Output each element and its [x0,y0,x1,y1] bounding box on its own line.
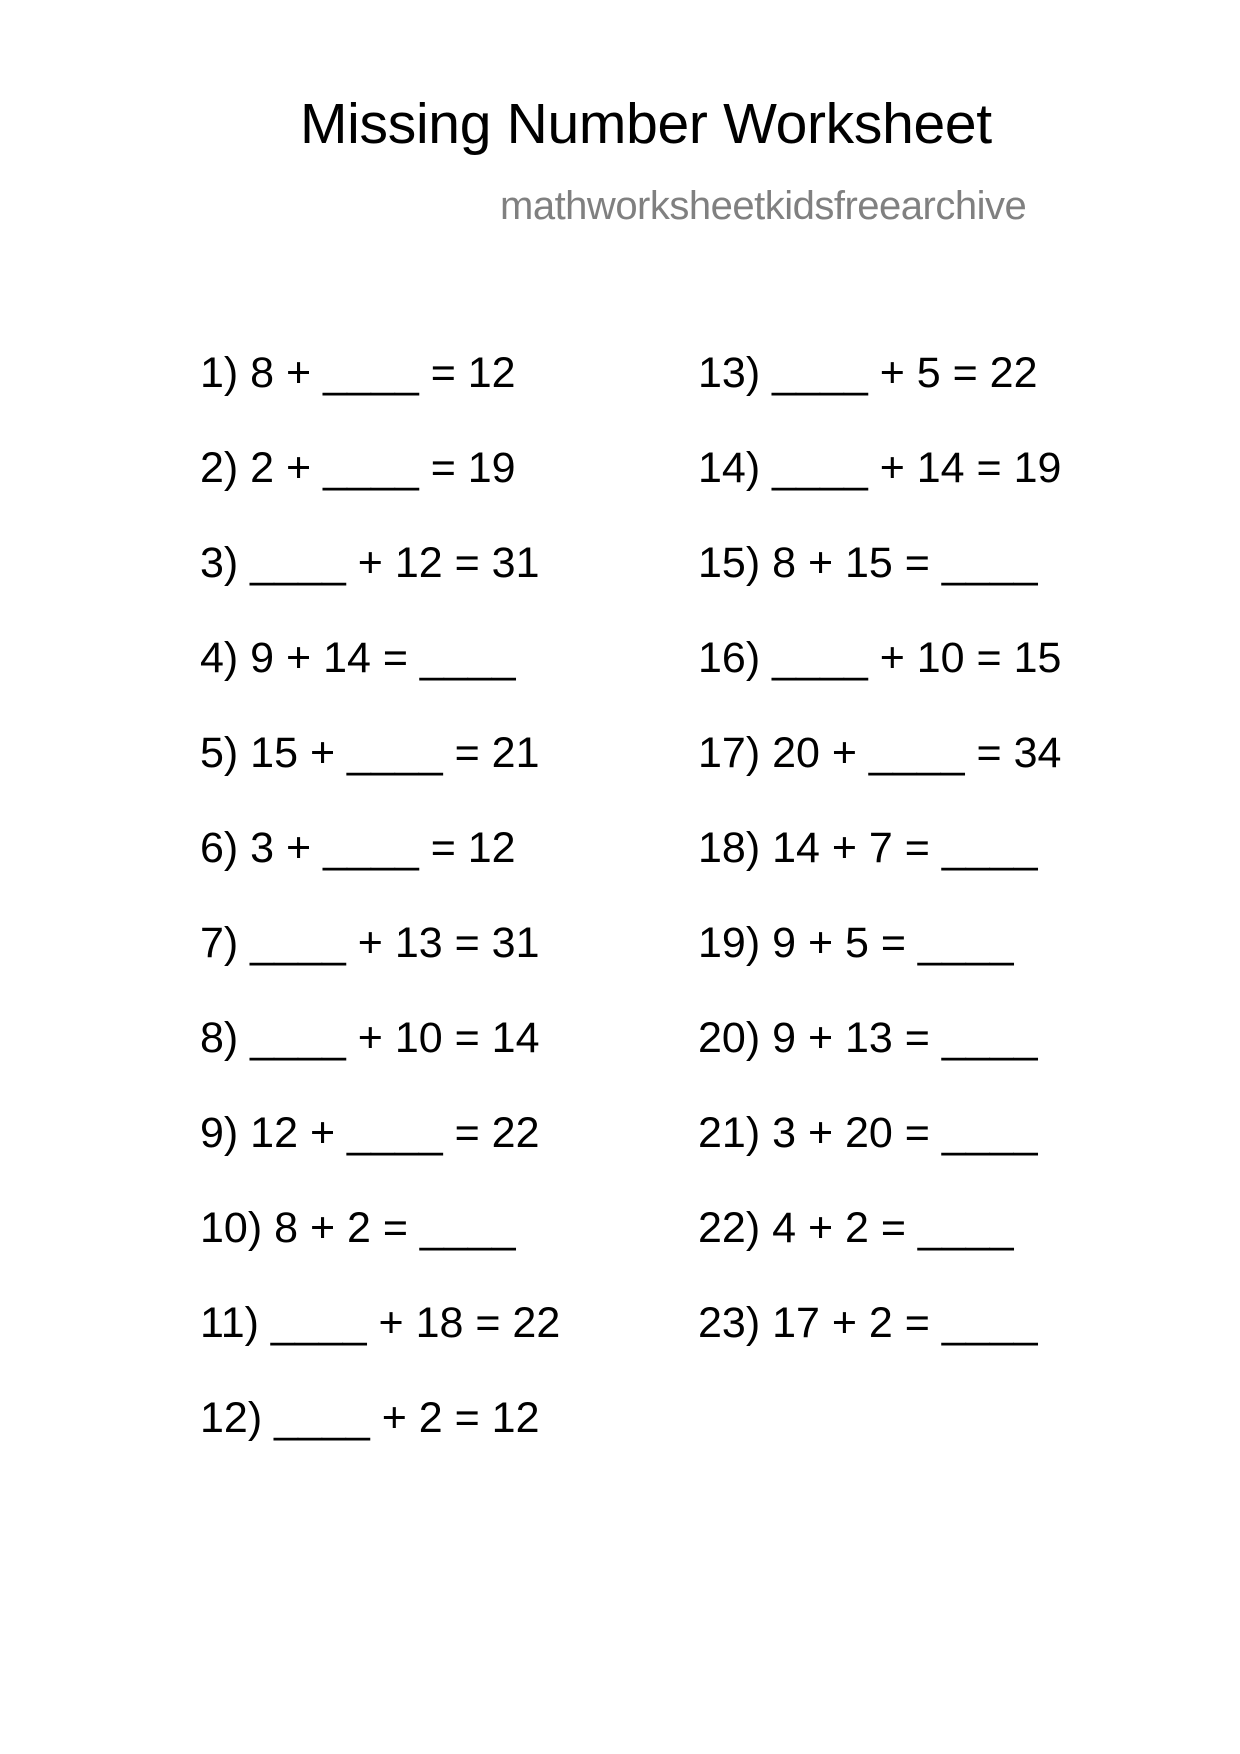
problem-item: 3) ____ + 12 = 31 [200,539,540,587]
problem-item: 15) 8 + 15 = ____ [698,539,1038,587]
problem-item: 13) ____ + 5 = 22 [698,349,1038,397]
problem-item: 12) ____ + 2 = 12 [200,1394,540,1442]
problem-item: 5) 15 + ____ = 21 [200,729,540,777]
problem-item: 20) 9 + 13 = ____ [698,1014,1038,1062]
problem-column-right [698,348,1061,1393]
problem-item: 21) 3 + 20 = ____ [698,1109,1038,1157]
problem-item: 9) 12 + ____ = 22 [200,1109,540,1157]
problem-column-left [200,348,560,1488]
problem-item: 6) 3 + ____ = 12 [200,824,516,872]
problem-item: 19) 9 + 5 = ____ [698,919,1014,967]
page-title: Missing Number Worksheet [300,92,992,156]
problem-item: 8) ____ + 10 = 14 [200,1014,540,1062]
problem-item: 17) 20 + ____ = 34 [698,729,1062,777]
problem-item: 18) 14 + 7 = ____ [698,824,1038,872]
problem-item: 1) 8 + ____ = 12 [200,349,516,397]
problem-item: 2) 2 + ____ = 19 [200,444,516,492]
page-subtitle: mathworksheetkidsfreearchive [500,184,1027,228]
problem-item: 22) 4 + 2 = ____ [698,1204,1014,1252]
problem-item: 16) ____ + 10 = 15 [698,634,1062,682]
problem-item: 4) 9 + 14 = ____ [200,634,516,682]
problem-item: 10) 8 + 2 = ____ [200,1204,516,1252]
problem-item: 23) 17 + 2 = ____ [698,1299,1038,1347]
problem-item: 14) ____ + 14 = 19 [698,444,1062,492]
problem-item: 11) ____ + 18 = 22 [200,1299,561,1347]
problem-item: 7) ____ + 13 = 31 [200,919,540,967]
